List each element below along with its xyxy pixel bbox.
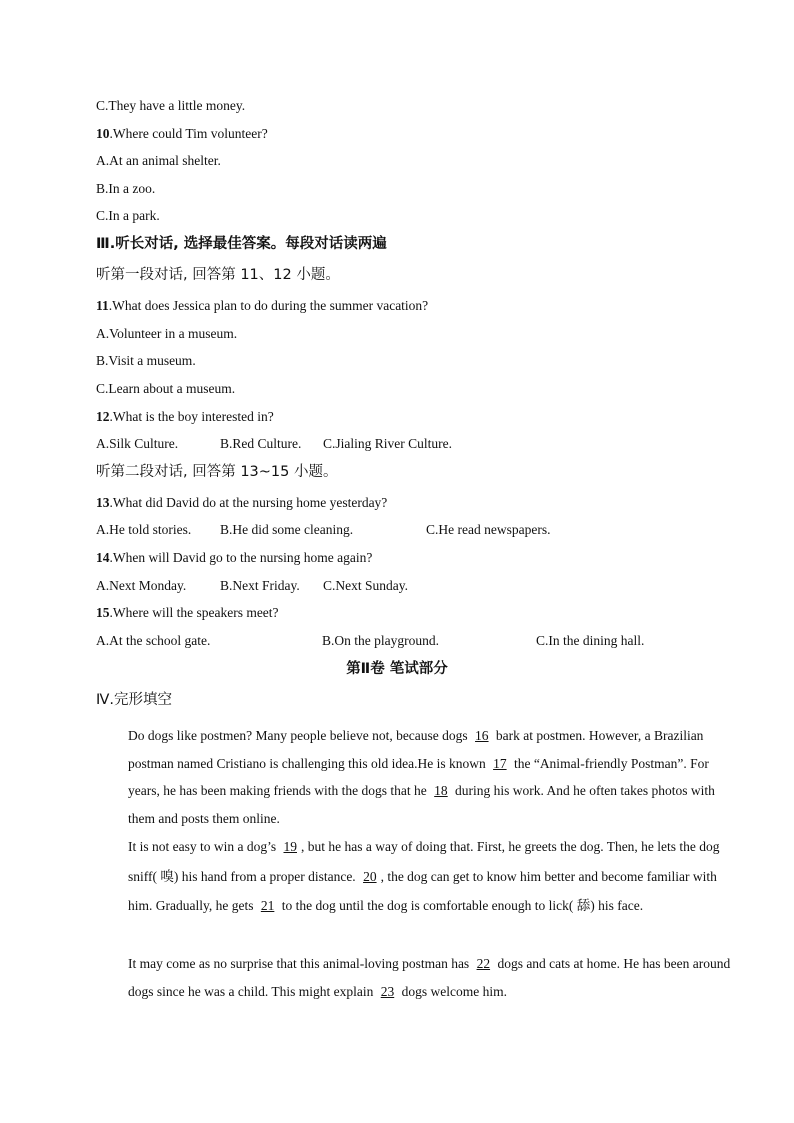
blank-22: 22 xyxy=(476,956,491,971)
q12-question xyxy=(96,408,274,426)
blank-18: 18 xyxy=(434,783,448,798)
q12-number: 12 xyxy=(96,409,110,424)
q12-option-a: A.Silk Culture. xyxy=(96,436,179,451)
q15-question xyxy=(96,604,279,622)
blank-19: 19 xyxy=(283,839,297,854)
q11-question xyxy=(96,297,428,315)
p3-text-2: dogs and cats at home. He has been around dogs since he was a child. This might explain xyxy=(128,956,731,999)
p2-text-1: It is not easy to win a dog’s xyxy=(128,839,280,854)
p1-text-4: during his work. And he often takes photos with them and posts them online. xyxy=(128,783,715,826)
part-2-title: 第Ⅱ卷 笔试部分 xyxy=(346,661,448,677)
section-4-heading: Ⅳ.完形填空 xyxy=(96,692,172,708)
q12-option-b: B.Red Culture. xyxy=(220,436,302,451)
section-3-heading: Ⅲ.听长对话, 选择最佳答案。每段对话读两遍 xyxy=(96,236,387,252)
q14-option-a: A.Next Monday. xyxy=(96,578,187,593)
q11-text: .What does Jessica plan to do during the summer vacation? xyxy=(108,298,429,313)
q15-number: 15 xyxy=(96,605,110,620)
q13-number: 13 xyxy=(96,495,110,510)
blank-17: 17 xyxy=(493,755,507,771)
blank-23: 23 xyxy=(380,983,395,999)
dialog-1-instruction: 听第一段对话, 回答第 11、12 小题。 xyxy=(96,267,340,283)
p1-text-1: Do dogs like postmen? Many people believe not, because dogs xyxy=(128,728,472,743)
passage-paragraph-2 xyxy=(96,832,733,921)
q11-option-a: A.Volunteer in a museum. xyxy=(96,326,238,341)
q10-option-b: B.In a zoo. xyxy=(96,181,156,196)
p2-text-3: , the dog can get to know him better and become familiar with him. Gradually, he gets xyxy=(128,868,717,913)
q14-option-c: C.Next Sunday. xyxy=(323,578,408,593)
q10-number: 10 xyxy=(96,126,110,141)
q10-text: .Where could Tim volunteer? xyxy=(109,126,268,141)
q13-text: .What did David do at the nursing home yesterday? xyxy=(109,495,388,510)
p3-text-3: dogs welcome him. xyxy=(398,983,507,999)
q15-text: .Where will the speakers meet? xyxy=(109,605,279,620)
q15-option-c: C.In the dining hall. xyxy=(536,633,645,648)
blank-21: 21 xyxy=(260,898,275,913)
q11-option-b: B.Visit a museum. xyxy=(96,353,196,368)
q13-option-a: A.He told stories. xyxy=(96,522,192,537)
blank-16: 16 xyxy=(475,728,489,743)
q11-number: 11 xyxy=(96,298,109,313)
q9-option-c: C.They have a little money. xyxy=(96,98,246,113)
passage-paragraph-3 xyxy=(96,950,733,1005)
q14-question xyxy=(96,549,372,567)
blank-20: 20 xyxy=(363,868,377,884)
q10-option-c: C.In a park. xyxy=(96,208,160,223)
q15-option-a: A.At the school gate. xyxy=(96,633,211,648)
p1-text-2: bark at postmen. However, a Brazilian postman named Cristiano is challenging this old idea.He is known xyxy=(128,728,704,771)
q13-option-c: C.He read newspapers. xyxy=(426,522,551,537)
p2-text-4: to the dog until the dog is comfortable enough to lick( 舔) his face. xyxy=(278,898,644,913)
q12-text: .What is the boy interested in? xyxy=(109,409,274,424)
dialog-2-instruction: 听第二段对话, 回答第 13~15 小题。 xyxy=(96,464,338,480)
q11-option-c: C.Learn about a museum. xyxy=(96,381,236,396)
q14-text: .When will David go to the nursing home again? xyxy=(109,550,373,565)
p3-text-1: It may come as no surprise that this animal-loving postman has xyxy=(128,956,473,971)
q10-question xyxy=(96,125,268,143)
q10-option-a: A.At an animal shelter. xyxy=(96,153,221,168)
q13-option-b: B.He did some cleaning. xyxy=(220,522,354,537)
q12-option-c: C.Jialing River Culture. xyxy=(323,436,452,451)
p2-text-2: , but he has a way of doing that. First, he greets the dog. Then, he lets the dog sniff( 嗅) his hand from a proper distance. xyxy=(128,839,720,884)
passage-paragraph-1 xyxy=(96,722,733,832)
q13-question xyxy=(96,494,387,512)
p1-text-3: the “Animal-friendly Postman”. For years, he has been making friends with the dogs that he xyxy=(128,755,709,798)
q14-option-b: B.Next Friday. xyxy=(220,578,300,593)
q14-number: 14 xyxy=(96,550,110,565)
q15-option-b: B.On the playground. xyxy=(322,633,439,648)
